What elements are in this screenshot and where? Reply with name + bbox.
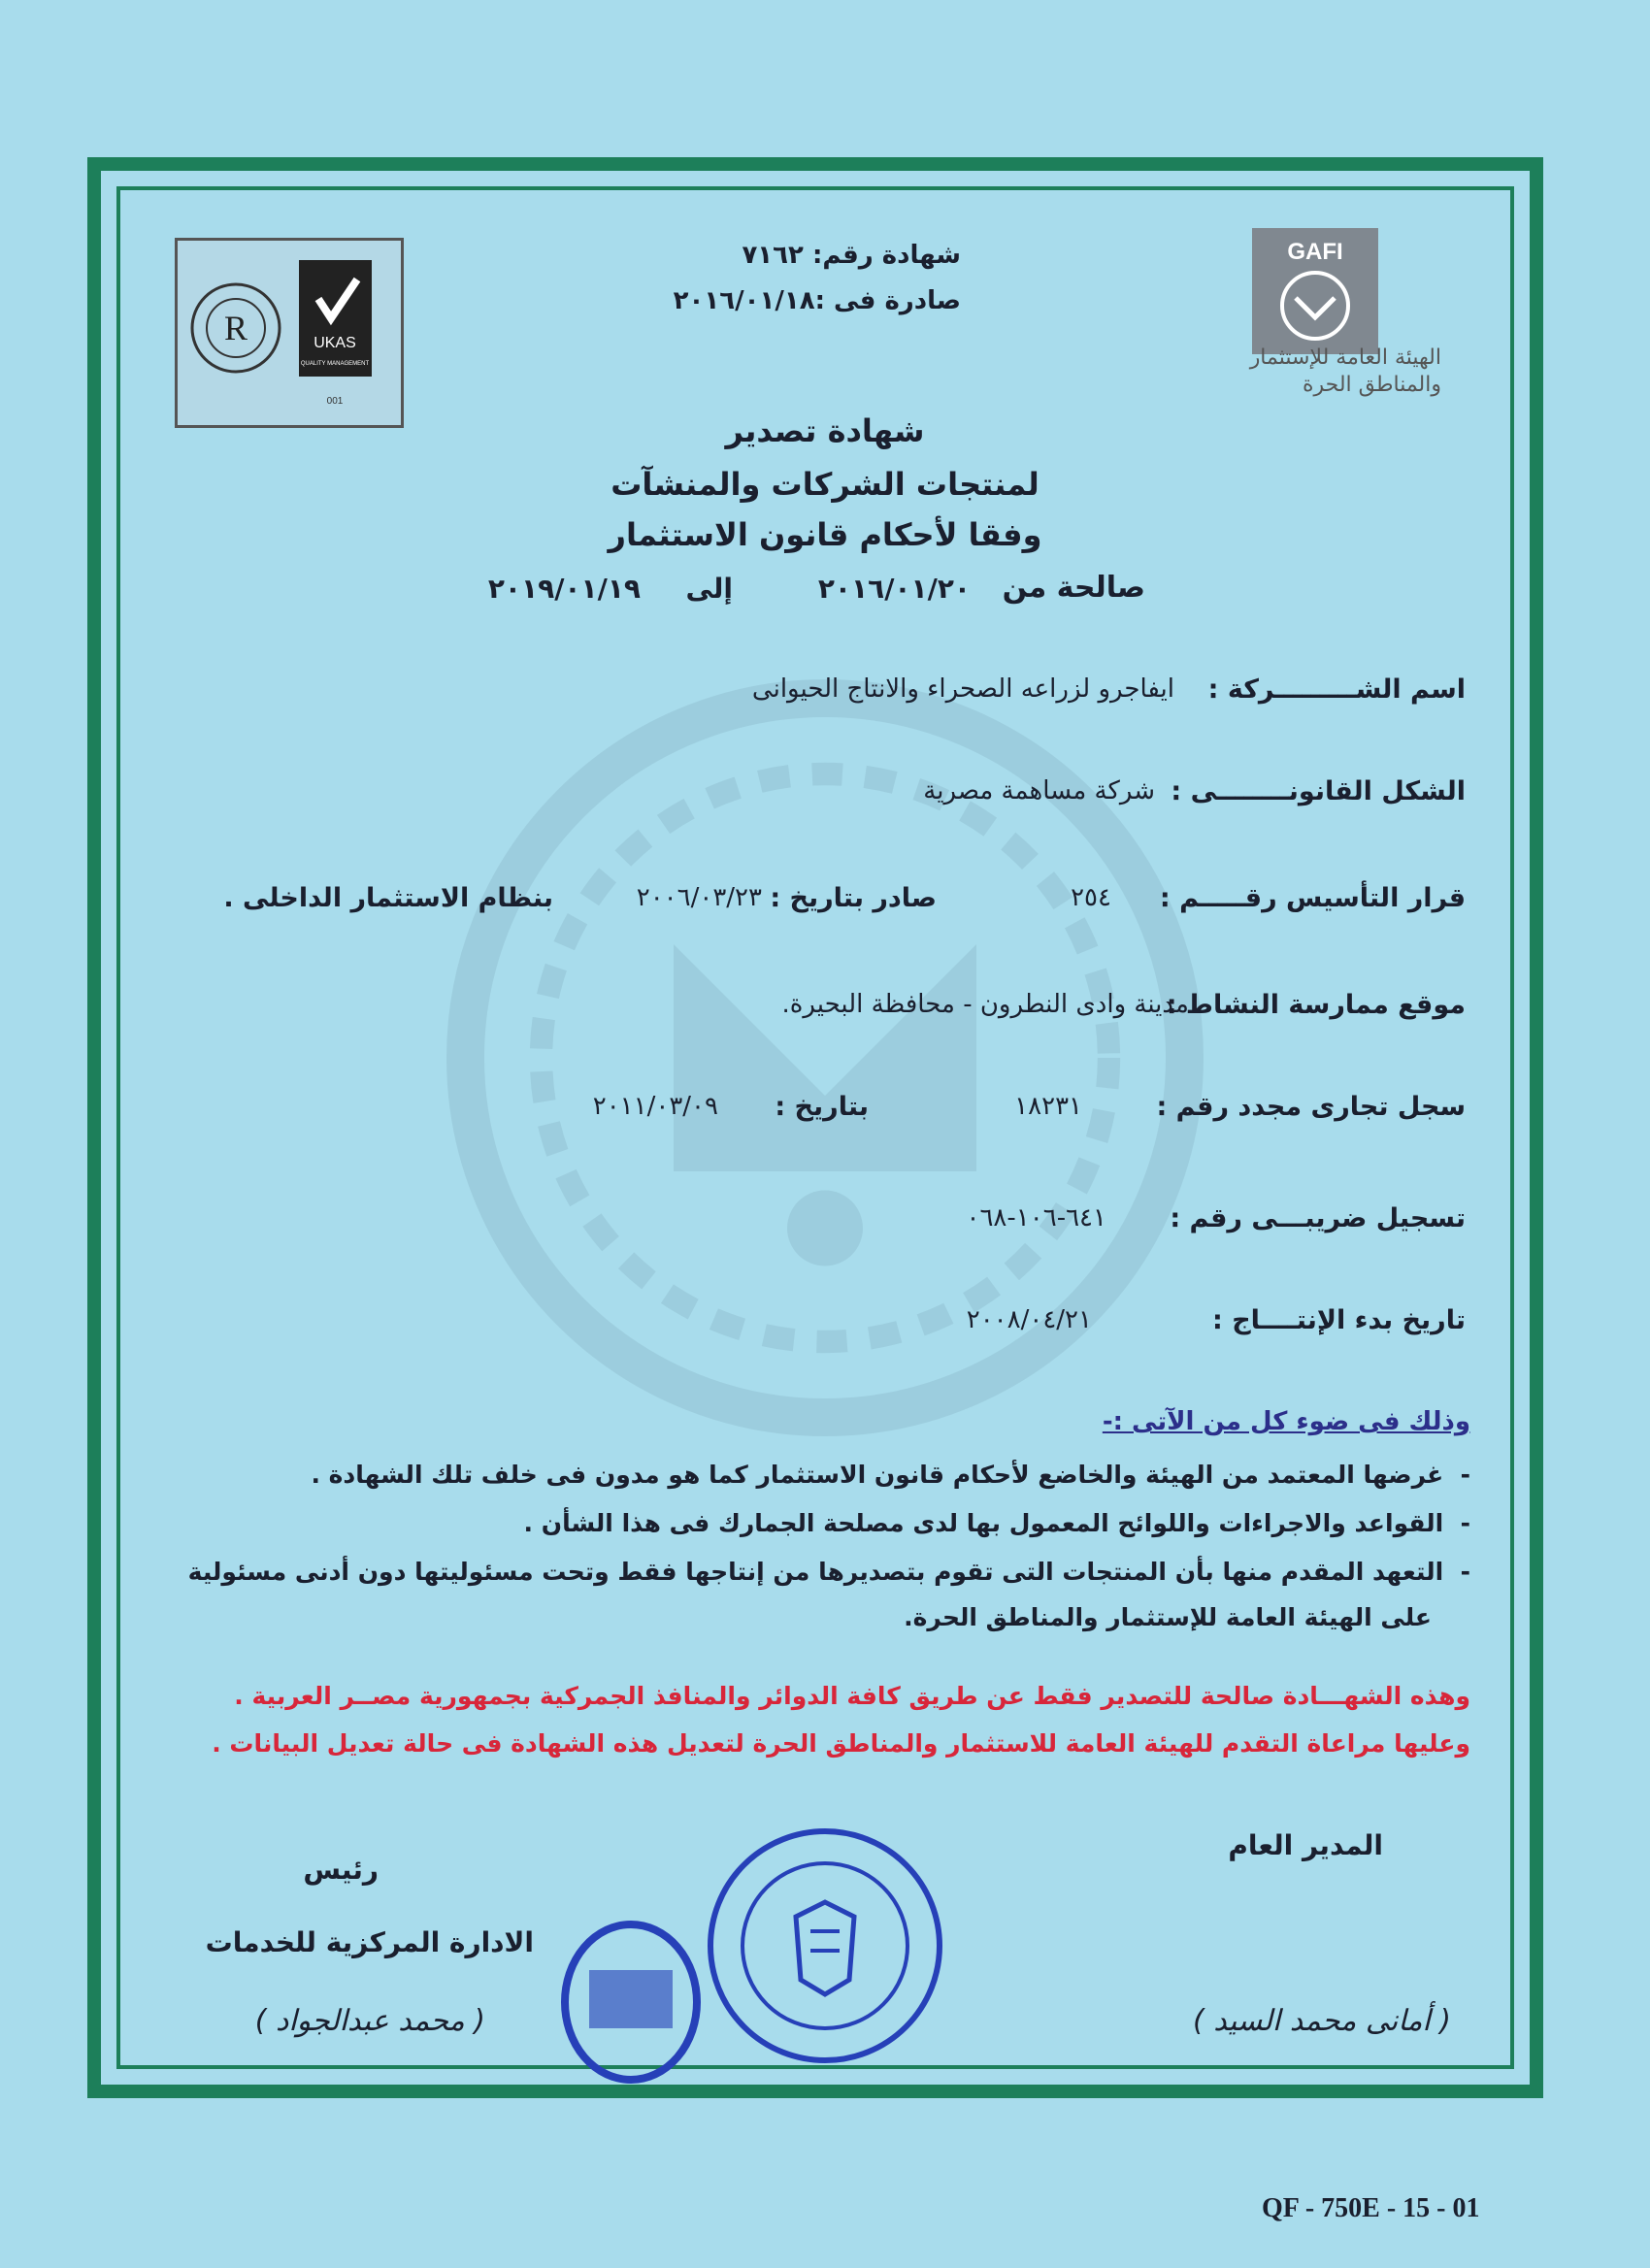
condition-item-3-continuation: على الهيئة العامة للإستثمار والمناطق الحرة. xyxy=(904,1603,1432,1631)
commercial-register-number: ١٨٢٣١ xyxy=(1014,1092,1082,1121)
validity-from: ٢٠١٦/٠١/٢٠ xyxy=(817,573,971,605)
svg-text:UKAS: UKAS xyxy=(314,335,356,351)
decree-label: قرار التأسيس رقـــــم : xyxy=(1159,883,1466,913)
chief-name: ( محمد عبدالجواد ) xyxy=(254,2004,485,2038)
svg-text:GAFI: GAFI xyxy=(1287,239,1343,265)
company-name-value: ايفاجرو لزراعه الصحراء والانتاج الحيوانى xyxy=(751,674,1174,704)
activity-site-label: موقع ممارسة النشاط : xyxy=(1166,990,1466,1020)
certificate-subtitle: لمنتجات الشركات والمنشآت xyxy=(610,466,1040,503)
decree-number: ٢٥٤ xyxy=(1071,883,1111,912)
department-stamp xyxy=(558,1917,704,2087)
form-code: QF - 750E - 15 - 01 xyxy=(1262,2193,1480,2223)
certificate-number: شهادة رقم: ٧١٦٢ xyxy=(742,241,961,270)
register-date-label: بتاريخ : xyxy=(775,1092,869,1122)
condition-item-1: - غرضها المعتمد من الهيئة والخاضع لأحكام قانون الاستثمار كما هو مدون فى خلف تلك الشهادة . xyxy=(311,1461,1470,1489)
decree-date-label: صادر بتاريخ : xyxy=(770,883,937,913)
decree-date: ٢٠٠٦/٠٣/٢٣ xyxy=(636,883,762,912)
ukas-certification-logo xyxy=(175,238,404,428)
svg-text:R: R xyxy=(224,309,248,347)
amendment-note: وعليها مراعاة التقدم للهيئة العامة للاستثمار والمناطق الحرة لتعديل هذه الشهادة فى حالة تعديل البيانات . xyxy=(212,1729,1470,1758)
condition-item-2: - القواعد والاجراءات واللوائح المعمول بها لدى مصلحة الجمارك فى هذا الشأن . xyxy=(523,1509,1470,1537)
validity-to-label: إلى xyxy=(685,573,733,605)
activity-site-value: مدينة وادى النطرون - محافظة البحيرة. xyxy=(781,990,1189,1019)
svg-text:001: 001 xyxy=(326,396,344,407)
general-manager-name: ( أمانى محمد السيد ) xyxy=(1192,2004,1451,2038)
gafi-logo xyxy=(1252,228,1378,354)
tax-registration-label: تسجيل ضريبـــى رقم : xyxy=(1170,1203,1466,1233)
gafi-arabic-name: الهيئة العامة للإستثمار والمناطق الحرة xyxy=(1249,345,1441,397)
validity-note: وهذه الشهـــادة صالحة للتصدير فقط عن طريق كافة الدوائر والمنافذ الجمركية بجمهورية مصــر العربية . xyxy=(234,1682,1470,1710)
certificate-law-line: وفقا لأحكام قانون الاستثمار xyxy=(608,516,1042,553)
official-seal-stamp xyxy=(704,1824,946,2067)
register-date: ٢٠١١/٠٣/٠٩ xyxy=(592,1092,718,1121)
svg-text:QUALITY MANAGEMENT: QUALITY MANAGEMENT xyxy=(300,361,370,367)
issue-date: صادرة فى :٢٠١٦/٠١/١٨ xyxy=(673,286,961,315)
production-start-value: ٢٠٠٨/٠٤/٢١ xyxy=(966,1305,1092,1334)
tax-registration-value: ٦٤١-١٠٦-٠٦٨ xyxy=(966,1203,1106,1233)
investment-system: بنظام الاستثمار الداخلى . xyxy=(223,883,553,913)
central-services-department: الادارة المركزية للخدمات xyxy=(205,1926,534,1958)
certificate-title: شهادة تصدير xyxy=(725,412,925,449)
commercial-register-label: سجل تجارى مجدد رقم : xyxy=(1156,1092,1466,1122)
conditions-heading: وذلك فى ضوء كل من الآتى :- xyxy=(1102,1407,1470,1436)
validity-to: ٢٠١٩/٠١/١٩ xyxy=(487,573,641,605)
legal-form-label: الشكل القانونــــــــى : xyxy=(1171,776,1466,806)
chief-title: رئيس xyxy=(303,1854,379,1886)
production-start-label: تاريخ بدء الإنتــــاج : xyxy=(1212,1305,1466,1335)
validity-label: صالحة من xyxy=(1002,571,1145,605)
general-manager-title: المدير العام xyxy=(1228,1829,1383,1861)
company-name-label: اسم الشـــــــــركة : xyxy=(1207,674,1466,705)
condition-item-3: - التعهد المقدم منها بأن المنتجات التى تقوم بتصديرها من إنتاجها فقط وتحت مسئوليتها دون أدنى مسئولية xyxy=(187,1558,1470,1586)
legal-form-value: شركة مساهمة مصرية xyxy=(923,776,1155,805)
